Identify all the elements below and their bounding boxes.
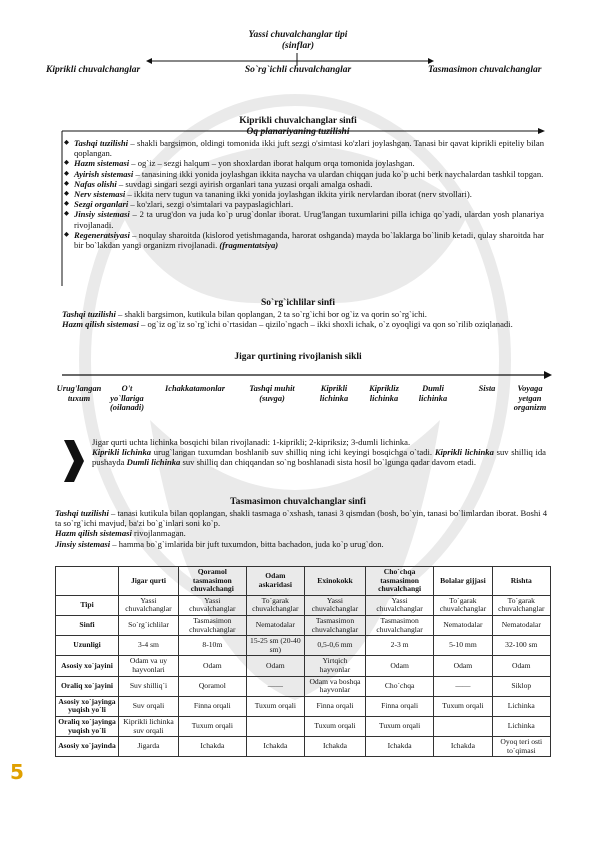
jigar-body: Jigar qurti uchta lichinka bosqichi bilan rivojlanadi: 1-kiprikli; 2-kipriksiz; 3-dumli lichinka. Kiprikli lichinka urug`langan tuxumdan boshlanib suv shilliq ning ichi keyingi bosqichga o`tadi. Kiprikli lichinka suv shilliq ida pushayda Dumli lichinka suv shilliq dan chiqqandan so`ng boshlanadi sista hosil bo`lgunga qadar davom etadi. <box>92 437 546 468</box>
taxonomy-middle: So`rg`ichli chuvalchanglar <box>244 65 352 75</box>
table-cell: Odam <box>434 656 492 676</box>
table-cell: Ichakda <box>178 737 246 757</box>
table-cell: Kiprikli lichinka suv orqali <box>119 716 179 736</box>
jigar-stage: Kiprikli lichinka <box>319 384 349 403</box>
kiprikli-item: ◆ Nafas olishi – suvdagi singari sezgi ayirish organlari tana yuzasi orqali amalga oshadi. <box>64 179 544 189</box>
table-cell: Ichakda <box>434 737 492 757</box>
table-cell: Cho`chqa <box>365 676 433 696</box>
table-cell: Odam va uy hayvonlari <box>119 656 179 676</box>
table-cell: Finna orqali <box>305 696 366 716</box>
table-cell: Asosiy xo`jayinga yuqish yo`li <box>56 696 119 716</box>
chevron-right-icon <box>62 438 86 484</box>
tasmasimon-title: Tasmasimon chuvalchanglar sinfi <box>230 497 366 507</box>
table-header-row <box>56 567 551 596</box>
table-cell: Tasmasimon chuvalchanglar <box>305 615 366 635</box>
table-cell: Tuxum orqali <box>305 716 366 736</box>
kiprikli-list <box>64 138 544 250</box>
table-cell <box>246 716 304 736</box>
kiprikli-title: Kiprikli chuvalchanglar sinfi <box>239 116 357 126</box>
table-cell: Qoramol <box>178 676 246 696</box>
table-header-cell: Odam askaridasi <box>246 567 304 596</box>
table-cell <box>434 716 492 736</box>
comparison-table <box>55 566 551 757</box>
jigar-stage: Kiprikliz lichinka <box>369 384 399 403</box>
table-cell: To`garak chuvalchanglar <box>246 595 304 615</box>
kiprikli-item: ◆ Regeneratsiyasi – noqulay sharoitda (kislorod yetishmaganda, harorat oshganda) mayda bo`laklarga bo`linib ketadi, qulay sharoitda har bir bo`lakdan yangi organizm rivojlanadi. (fragmentatsiya) <box>64 230 544 250</box>
table-cell: Finna orqali <box>365 696 433 716</box>
kiprikli-item: ◆ Hazm sistemasi – og`iz – sezgi halqum – yon shoxlardan iborat halqum orqa tomonida joylashgan. <box>64 158 544 168</box>
table-cell: Oyoq teri osti to`qimasi <box>492 737 550 757</box>
table-cell: Tasmasimon chuvalchanglar <box>365 615 433 635</box>
jigar-stage: Voyaga yetgan organizm <box>513 384 547 413</box>
table-header-cell: Qoramol tasmasimon chuvalchangi <box>178 567 246 596</box>
table-row <box>56 737 551 757</box>
taxonomy-right: Tasmasimon chuvalchanglar <box>428 65 542 75</box>
table-row <box>56 656 551 676</box>
jigar-stage: Tashqi muhit (suvga) <box>249 384 295 403</box>
table-header-cell: Rishta <box>492 567 550 596</box>
table-cell: —— <box>434 676 492 696</box>
table-cell: Jigarda <box>119 737 179 757</box>
table-header-cell <box>56 567 119 596</box>
table-cell: Oraliq xo`jayini <box>56 676 119 696</box>
table-cell: Yassi chuvalchanglar <box>305 595 366 615</box>
table-cell: Yassi chuvalchanglar <box>119 595 179 615</box>
table-cell: Nematodalar <box>434 615 492 635</box>
table-cell: Tuxum orqali <box>178 716 246 736</box>
table-cell: Yassi chuvalchanglar <box>178 595 246 615</box>
table-cell: 2-3 m <box>365 636 433 656</box>
sorgich-body: Tashqi tuzilishi – shakli bargsimon, kutikula bilan qoplangan, 2 ta so`rg`ichi bor og`iz va qorin so`rg`ichi. Hazm qilish sistemasi – og`iz og`iz so`rg`ichi o`rtasidan – qizilo`ngach – ikki shoxli ichak, o`z oyoqligi va qon so`rilib oziqlanadi. <box>62 309 513 330</box>
table-cell: Nematodalar <box>246 615 304 635</box>
table-cell: Siklop <box>492 676 550 696</box>
table-cell: Ichakda <box>365 737 433 757</box>
table-cell: Odam <box>365 656 433 676</box>
table-cell: Yassi chuvalchanglar <box>365 595 433 615</box>
table-cell: —— <box>246 676 304 696</box>
kiprikli-item: ◆ Nerv sistemasi – ikkita nerv tugun va tananing ikki yonida joylashgan ikkita yirik nervlardan iborat (nerv stvollari). <box>64 189 544 199</box>
table-row <box>56 716 551 736</box>
jigar-stage: Ichakkatamonlar <box>164 384 226 393</box>
kiprikli-item: ◆ Tashqi tuzilishi – shakli bargsimon, oldingi tomonida ikki juft sezgi o'simtasi ko'zlari joylashgan. Tanasi bir qavat kiprikli epiteliy bilan qoplangan. <box>64 138 544 158</box>
table-row <box>56 696 551 716</box>
taxonomy-root-line2: (sinflar) <box>281 41 315 51</box>
table-header-cell: Bolalar gijjasi <box>434 567 492 596</box>
kiprikli-item: ◆ Sezgi organlari – ko'zlari, sezgi o'simtalari va paypaslagichlari. <box>64 199 544 209</box>
table-cell: Lichinka <box>492 696 550 716</box>
table-row <box>56 636 551 656</box>
table-cell: 32-100 sm <box>492 636 550 656</box>
table-header-cell: Exinokokk <box>305 567 366 596</box>
kiprikli-subtitle: Oq planariyaning tuzilishi <box>246 127 350 137</box>
table-cell: Tipi <box>56 595 119 615</box>
table-cell: Sinfi <box>56 615 119 635</box>
table-cell: Tuxum orqali <box>434 696 492 716</box>
table-cell: Suv shilliq`i <box>119 676 179 696</box>
table-cell: 5-10 mm <box>434 636 492 656</box>
table-cell: Odam <box>246 656 304 676</box>
table-cell: 15-25 sm (20-40 sm) <box>246 636 304 656</box>
table-cell: Yirtqich hayvonlar <box>305 656 366 676</box>
table-row <box>56 615 551 635</box>
table-cell: Nematodalar <box>492 615 550 635</box>
table-cell: Uzunligi <box>56 636 119 656</box>
jigar-stage: O't yo`llariga (oilanadi) <box>110 384 144 413</box>
table-header-cell: Cho`chqa tasmasimon chuvalchangi <box>365 567 433 596</box>
table-cell: Odam <box>178 656 246 676</box>
jigar-stage: Dumli lichinka <box>418 384 448 403</box>
table-header-cell: Jigar qurti <box>119 567 179 596</box>
table-cell: 3-4 sm <box>119 636 179 656</box>
table-row <box>56 676 551 696</box>
table-cell: 0,5-0,6 mm <box>305 636 366 656</box>
table-cell: Ichakda <box>305 737 366 757</box>
table-cell: Finna orqali <box>178 696 246 716</box>
table-cell: So`rg`ichlilar <box>119 615 179 635</box>
table-cell: To`garak chuvalchanglar <box>492 595 550 615</box>
table-cell: To`garak chuvalchanglar <box>434 595 492 615</box>
table-cell: Lichinka <box>492 716 550 736</box>
table-cell: 8-10m <box>178 636 246 656</box>
table-cell: Tuxum orqali <box>246 696 304 716</box>
table-cell: Ichakda <box>246 737 304 757</box>
kiprikli-item: ◆ Jinsiy sistemasi – 2 ta urug'don va juda ko`p urug`donlar iborat. Urug'langan tuxumlarini pilla ichiga qo`yadi, ulardan yosh planariya rivojlanadi. <box>64 209 544 229</box>
kiprikli-item: ◆ Ayirish sistemasi – tanasining ikki yonida joylashgan ikkita naycha va ulardan chiqqan juda ko`p uchi berk naychalardan tashkil topgan. <box>64 169 544 179</box>
table-cell: Asosiy xo`jayinda <box>56 737 119 757</box>
jigar-title: Jigar qurtining rivojlanish sikli <box>234 352 362 362</box>
table-cell: Oraliq xo`jayinga yuqish yo`li <box>56 716 119 736</box>
jigar-stage: Urug'langan tuxum <box>56 384 102 403</box>
table-cell: Asosiy xo`jayini <box>56 656 119 676</box>
table-cell: Suv orqali <box>119 696 179 716</box>
jigar-stage: Sista <box>478 384 496 393</box>
page-number: 5 <box>10 760 24 784</box>
table-cell: Tasmasimon chuvalchanglar <box>178 615 246 635</box>
table-cell: Odam <box>492 656 550 676</box>
tasmasimon-body: Tashqi tuzilishi – tanasi kutikula bilan qoplangan, shakli tasmaga o`xshash, tanasi 3 qismdan (bosh, bo`yin, tanasi bo`limlardan iborat. Boshi 4 ta so`rg`ichi mavjud, ba'zi bo`g`inlari soni ko`p. Hazm qilish sistemasi rivojlanmagan. Jinsiy sistemasi – hamma bo`g`imlarida bir juft tuxumdon, bitta bachadon, juda ko`p urug`don. <box>55 508 547 549</box>
table-cell: Odam va boshqa hayvonlar <box>305 676 366 696</box>
taxonomy-root-line1: Yassi chuvalchanglar tipi <box>248 30 348 40</box>
sorgich-title: So`rg`ichlilar sinfi <box>261 298 335 308</box>
table-cell: Tuxum orqali <box>365 716 433 736</box>
table-row <box>56 595 551 615</box>
taxonomy-left: Kiprikli chuvalchanglar <box>46 65 141 75</box>
